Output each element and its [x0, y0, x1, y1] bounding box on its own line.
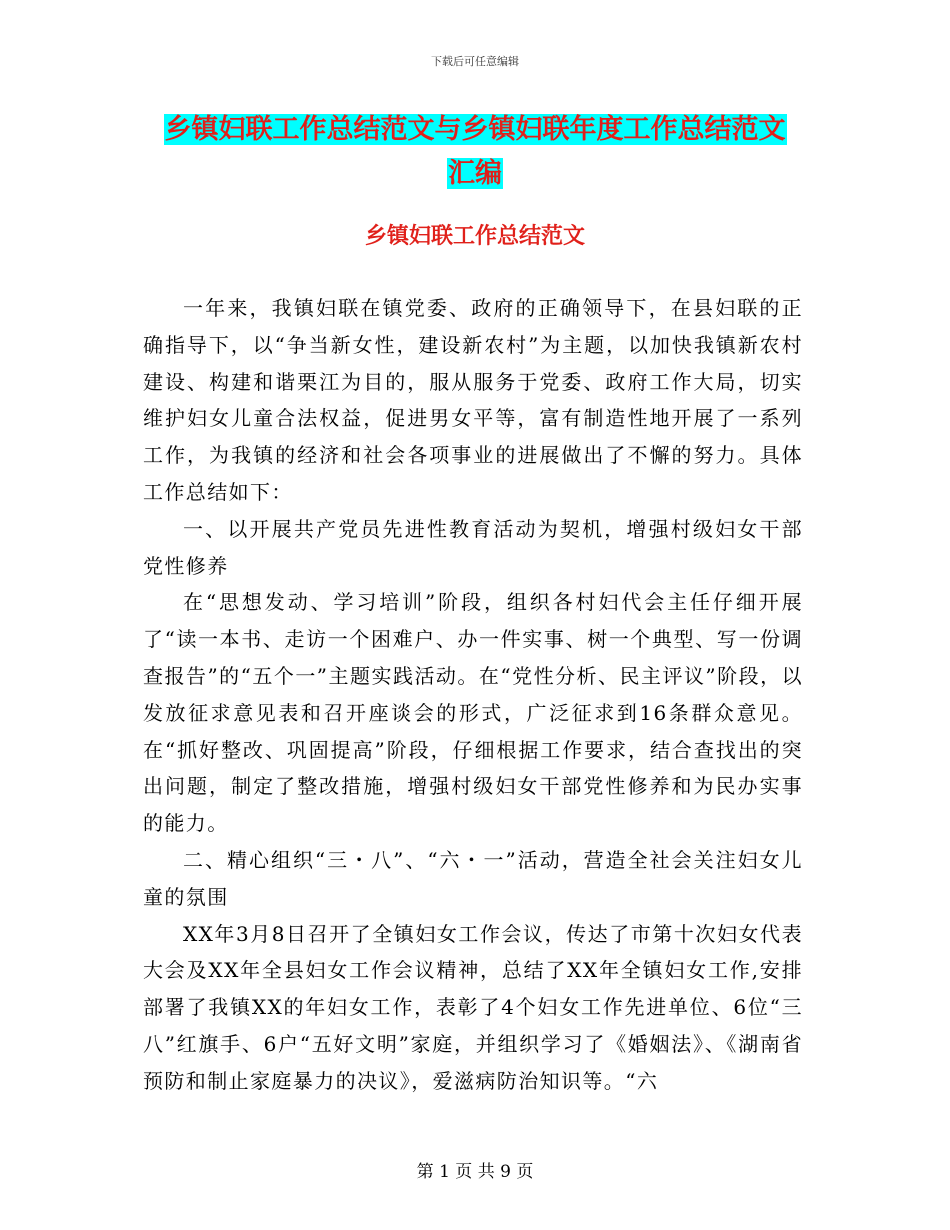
section-title: 乡镇妇联工作总结范文: [364, 224, 585, 249]
document-title-line-1: 乡镇妇联工作总结范文与乡镇妇联年度工作总结范文: [164, 114, 786, 145]
header-note: 下载后可任意编辑: [431, 55, 519, 68]
paragraph-intro: 一年来，我镇妇联在镇党委、政府的正确领导下，在县妇联的正确指导下，以“争当新女性，建设新农村”为主题，以加快我镇新农村建设、构建和谐栗江为目的，服从服务于党委、政府工作大局，切实维护妇女儿童合法权益，促进男女平等，富有制造性地开展了一系列工作，为我镇的经济和社会各项事业的进展做出了不懈的努力。具体工作总结如下：: [143, 296, 803, 504]
document-title-line-2: 汇编: [448, 158, 502, 189]
paragraph-point-1: 在“思想发动、学习培训”阶段，组织各村妇代会主任仔细开展了“读一本书、走访一个困难户、办一件实事、树一个典型、写一份调查报告”的“五个一”主题实践活动。在“党性分析、民主评议”阶段，以发放征求意见表和召开座谈会的形式，广泛征求到16条群众意见。在“抓好整改、巩固提高”阶段，仔细根据工作要求，结合查找出的突出问题，制定了整改措施，增强村级妇女干部党性修养和为民办实事的能力。: [143, 590, 803, 836]
heading-point-2: 二、精心组织“三・八”、“六・一”活动，营造全社会关注妇女儿童的氛围: [143, 847, 803, 909]
document-body: [143, 290, 803, 1100]
paragraph-point-2: XX年3月8日召开了全镇妇女工作会议，传达了市第十次妇女代表大会及XX年全县妇女工作会议精神，总结了XX年全镇妇女工作,安排部署了我镇XX的年妇女工作，表彰了4个妇女工作先进单位、6位“三八”红旗手、6户“五好文明”家庭，并组织学习了《婚姻法》、《湖南省预防和制止家庭暴力的决议》，爱滋病防治知识等。“六: [143, 921, 803, 1093]
page-footer: 第 1 页 共 9 页: [416, 1162, 534, 1182]
heading-point-1: 一、以开展共产党员先进性教育活动为契机，增强村级妇女干部党性修养: [143, 516, 803, 578]
document-title: [140, 108, 810, 196]
